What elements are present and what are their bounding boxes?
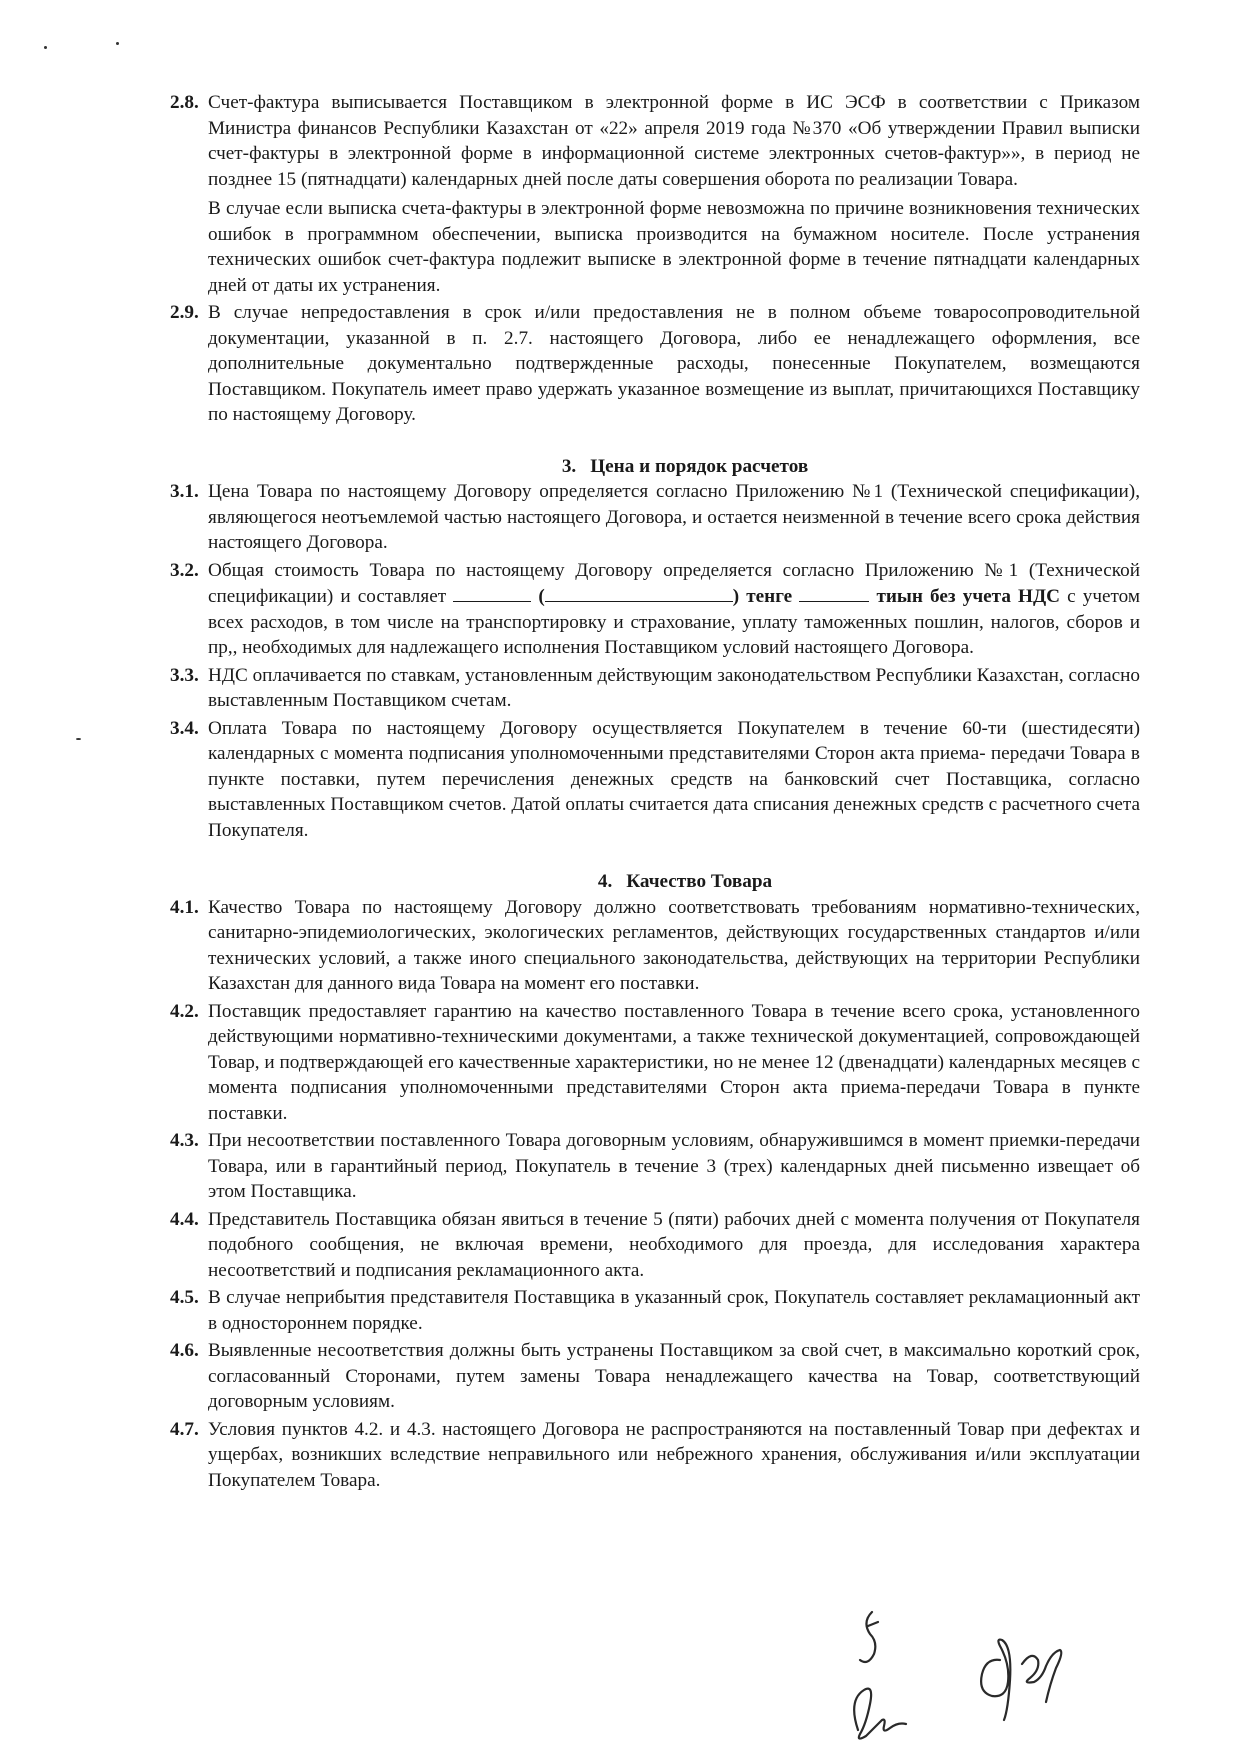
clause-number: 4.2. xyxy=(170,1000,199,1022)
signature-left xyxy=(854,1689,906,1739)
open-paren: ( xyxy=(538,586,545,607)
tiyn-label: тиын без учета НДС xyxy=(876,586,1061,607)
clause-number: 4.5. xyxy=(170,1287,199,1308)
clause-paragraph: Цена Товара по настоящему Договору определяется согласно Приложению №1 (Технической спецификации), являющегося неотъемлемой частью настоящего Договора, и остается неизменной в течение всего срока действия настоящего Договора. xyxy=(208,481,1140,553)
clause-number: 3.1. xyxy=(170,481,199,502)
clause-number: 3.3. xyxy=(170,664,199,686)
clause-paragraph: В случае непредоставления в срок и/или предоставления не в полном объеме товаросопроводительной документации, указанной в п. 2.7. настоящего Договора, либо ее ненадлежащего оформления, все дополнительные документально подтвержденные расходы, понесенные Покупателем, возмещаются Поставщиком. Покупатель имеет право удержать указанное возмещение из выплат, причитающихся Поставщику по настоящему Договору. xyxy=(208,302,1140,425)
clause-paragraph: При несоответствии поставленного Товара договорным условиям, обнаружившимся в момент приемки-передачи Товара, или в гарантийный период, Покупатель в течение 3 (трех) календарных дней письменно извещает об этом Поставщика. xyxy=(208,1130,1140,1202)
clause-text: с учетом всех расходов, в том числе на транспортировку и страхование, уплату таможенных пошлин, налогов, сборов и пр,, необходимых для надлежащего исполнения Поставщиком условий настоящего Договора. xyxy=(208,586,1141,658)
clause-paragraph: Качество Товара по настоящему Договору должно соответствовать требованиям нормативно-технических, санитарно-эпидемиологических, экологических регламентов, действующих государственных стандартов и/или технических условий, а также иного специального законодательства, действующих на территории Республики Казахстан для данного вида Товара на момент его поставки. xyxy=(208,896,1140,994)
section-number: 4. xyxy=(597,871,613,892)
clause-number: 2.9. xyxy=(170,302,199,323)
section-title: Качество Товара xyxy=(626,871,773,892)
clause-number: 4.7. xyxy=(170,1418,199,1440)
clause-paragraph: Представитель Поставщика обязан явиться в течение 5 (пяти) рабочих дней с момента получения от Покупателя подобного сообщения, не включая времени, необходимого для проезда, для исследования характера несоответствий и подписания рекламационного акта. xyxy=(208,1208,1140,1281)
clause-number: 4.4. xyxy=(170,1208,199,1230)
signature-right xyxy=(981,1640,1010,1720)
section-title: Цена и порядок расчетов xyxy=(590,455,809,477)
tenge-label: ) тенге xyxy=(732,586,793,607)
clause-number: 4.1. xyxy=(170,896,199,918)
clause-paragraph: НДС оплачивается по ставкам, установленным действующим законодательством Республики Казахстан, согласно выставленным Поставщиком счетам. xyxy=(208,664,1140,711)
clause-number: 3.2. xyxy=(170,559,199,581)
clause-number: 3.4. xyxy=(170,717,199,739)
clause-number: 4.6. xyxy=(170,1340,199,1361)
clause-text: Общая стоимость Товара по настоящему Договору определяется согласно Приложению №1 (Технической спецификации) и составляет xyxy=(208,559,1140,607)
clause-paragraph: В случае если выписка счета-фактуры в электронной форме невозможна по причине возникновения технических ошибок в программном обеспечении, выписка производится на бумажном носителе. После устранения технических ошибок счет-фактура подлежит выписке в электронной форме в течение пятнадцати календарных дней от даты их устранения. xyxy=(208,198,1140,296)
clause-paragraph: Выявленные несоответствия должны быть устранены Поставщиком за свой счет, в максимально короткий срок, согласованный Сторонами, путем замены Товара ненадлежащего качества на Товар, соответствующий договорным условиям. xyxy=(208,1340,1140,1412)
clause-paragraph: В случае неприбытия представителя Поставщика в указанный срок, Покупатель составляет рекламационный акт в одностороннем порядке. xyxy=(208,1287,1140,1334)
clause-number: 2.8. xyxy=(170,92,199,113)
initial-mark xyxy=(860,1612,875,1662)
clause-paragraph: Условия пунктов 4.2. и 4.3. настоящего Договора не распространяются на поставленный Товар при дефектах и ущербах, возникших вследствие неправильного или небрежного хранения, обслуживания и/или эксплуатации Покупателем Товара. xyxy=(208,1418,1140,1491)
clause-number: 4.3. xyxy=(170,1130,199,1151)
section-number: 3. xyxy=(561,455,577,477)
clause-paragraph: Счет-фактура выписывается Поставщиком в электронной форме в ИС ЭСФ в соответствии с Приказом Министра финансов Республики Казахстан от «22» апреля 2019 года №370 «Об утверждении Правил выписки счет-фактуры в электронной форме в информационной системе электронных счетов-фактур»», в период не позднее 15 (пятнадцати) календарных дней после даты совершения оборота по реализации Товара. xyxy=(208,92,1140,190)
clause-paragraph: Оплата Товара по настоящему Договору осуществляется Покупателем в течение 60-ти (шестидесяти) календарных с момента подписания уполномоченными представителями Сторон акта приема- передачи Товара в пункте поставки, путем перечисления денежных средств на банковский счет Поставщика, согласно выставленных Поставщиком счетов. Датой оплаты считается дата списания денежных средств с расчетного счета Покупателя. xyxy=(208,717,1140,841)
clause-paragraph: Поставщик предоставляет гарантию на качество поставленного Товара в течение всего срока, установленного действующими нормативно-техническими документами, а также технической документацией, сопровождающей Товар, и подтверждающей его качественные характеристики, но не менее 12 (двенадцати) календарных месяцев с момента подписания уполномоченными представителями Сторон акта приема-передачи Товара в пункте поставки. xyxy=(208,1000,1140,1124)
